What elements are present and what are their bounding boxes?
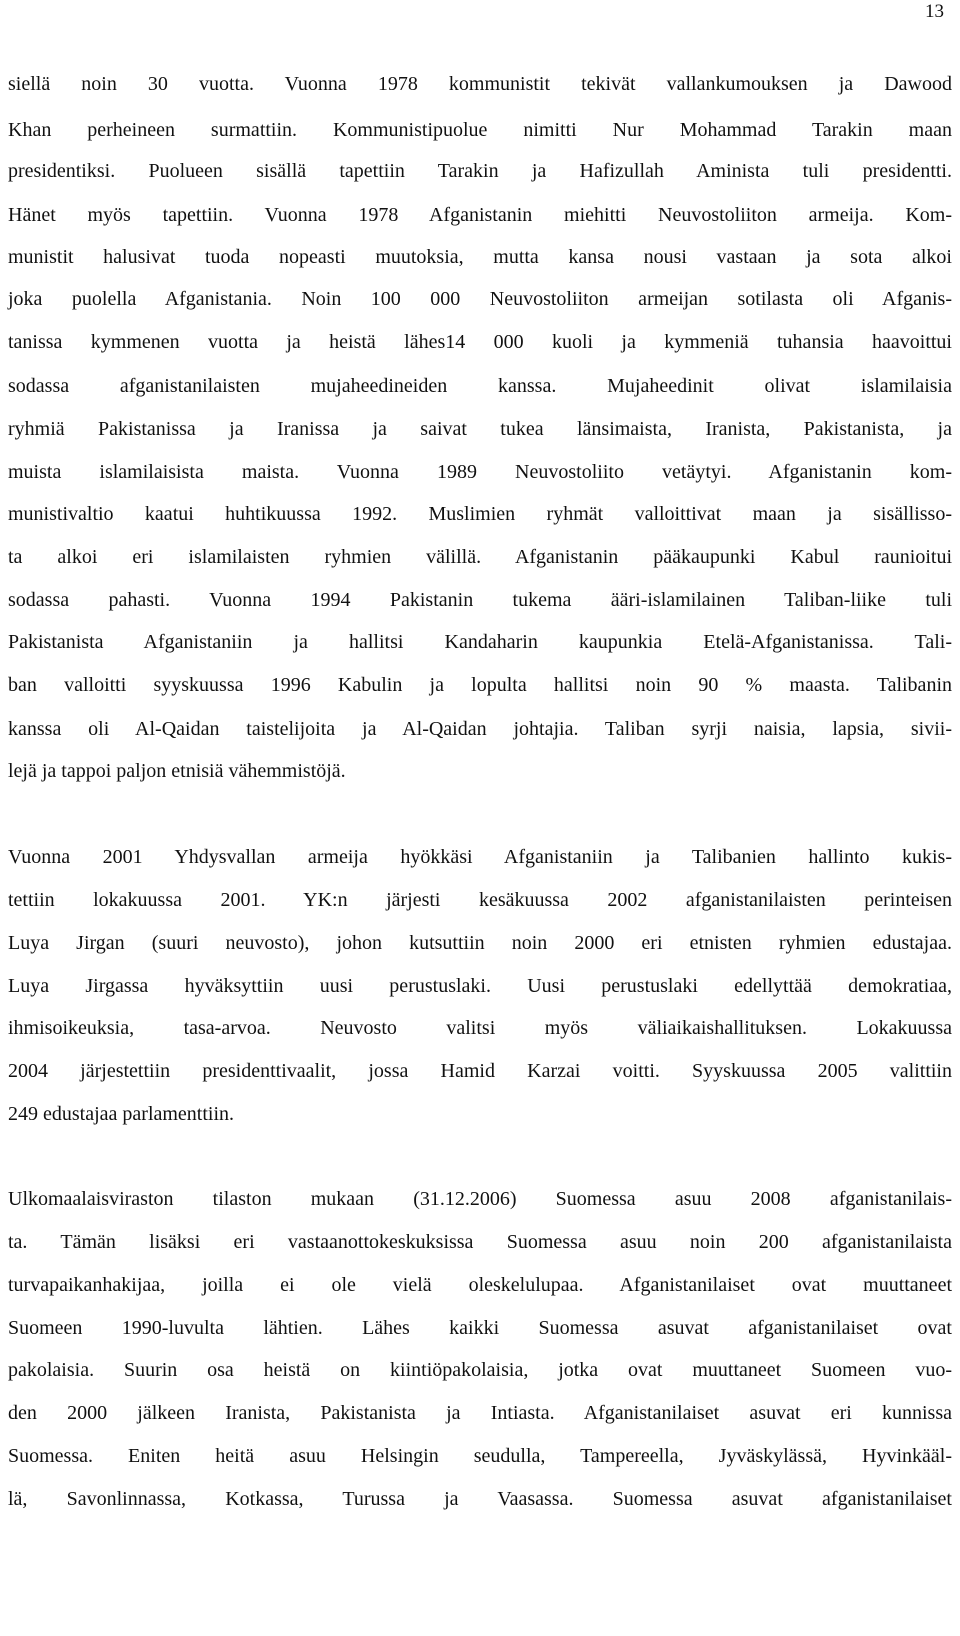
text-line: Vuonna 2001 Yhdysvallan armeija hyökkäsi Afganistaniin ja Talibanien hallinto kukis- (8, 846, 952, 868)
text-line: Luya Jirgan (suuri neuvosto), johon kutsuttiin noin 2000 eri etnisten ryhmien edustajaa. (8, 932, 952, 954)
text-line: presidentiksi. Puolueen sisällä tapettiin Tarakin ja Hafizullah Aminista tuli presidentti. (8, 160, 952, 182)
text-line: ban valloitti syyskuussa 1996 Kabulin ja lopulta hallitsi noin 90 % maasta. Talibanin (8, 674, 952, 696)
text-line: munistit halusivat tuoda nopeasti muutoksia, mutta kansa nousi vastaan ja sota alkoi (8, 246, 952, 268)
text-line: Khan perheineen surmattiin. Kommunistipuolue nimitti Nur Mohammad Tarakin maan (8, 119, 952, 141)
text-line: Pakistanista Afganistaniin ja hallitsi Kandaharin kaupunkia Etelä-Afganistanissa. Tali- (8, 631, 952, 653)
text-line: ta alkoi eri islamilaisten ryhmien välillä. Afganistanin pääkaupunki Kabul raunioitui (8, 546, 952, 568)
page-number: 13 (925, 1, 944, 22)
text-line: joka puolella Afganistania. Noin 100 000 Neuvostoliiton armeijan sotilasta oli Afganis- (8, 288, 952, 310)
text-line: siellä noin 30 vuotta. Vuonna 1978 kommunistit tekivät vallankumouksen ja Dawood (8, 73, 952, 95)
text-line: Ulkomaalaisviraston tilaston mukaan (31.12.2006) Suomessa asuu 2008 afganistanilais- (8, 1188, 952, 1210)
text-line: kanssa oli Al-Qaidan taistelijoita ja Al-Qaidan johtajia. Taliban syrji naisia, lapsia, sivii- (8, 718, 952, 740)
text-line: lejä ja tappoi paljon etnisiä vähemmistöjä. (8, 760, 346, 782)
text-line: lä, Savonlinnassa, Kotkassa, Turussa ja Vaasassa. Suomessa asuvat afganistanilaiset (8, 1488, 952, 1510)
text-line: sodassa afganistanilaisten mujaheedineiden kanssa. Mujaheedinit olivat islamilaisia (8, 375, 952, 397)
text-line: 2004 järjestettiin presidenttivaalit, jossa Hamid Karzai voitti. Syyskuussa 2005 valittiin (8, 1060, 952, 1082)
text-line: tettiin lokakuussa 2001. YK:n järjesti kesäkuussa 2002 afganistanilaisten perinteisen (8, 889, 952, 911)
text-line: Hänet myös tapettiin. Vuonna 1978 Afganistanin miehitti Neuvostoliiton armeija. Kom- (8, 204, 952, 226)
text-line: Luya Jirgassa hyväksyttiin uusi perustuslaki. Uusi perustuslaki edellyttää demokratiaa, (8, 975, 952, 997)
text-line: ihmisoikeuksia, tasa-arvoa. Neuvosto valitsi myös väliaikaishallituksen. Lokakuussa (8, 1017, 952, 1039)
text-line: turvapaikanhakijaa, joilla ei ole vielä oleskelulupaa. Afganistanilaiset ovat muuttaneet (8, 1274, 952, 1296)
text-line: 249 edustajaa parlamenttiin. (8, 1103, 235, 1125)
text-line: Suomessa. Eniten heitä asuu Helsingin seudulla, Tampereella, Jyväskylässä, Hyvinkääl- (8, 1445, 952, 1467)
text-line: munistivaltio kaatui huhtikuussa 1992. Muslimien ryhmät valloittivat maan ja sisällisso- (8, 503, 952, 525)
text-line: ta. Tämän lisäksi eri vastaanottokeskuksissa Suomessa asuu noin 200 afganistanilaista (8, 1231, 952, 1253)
text-line: sodassa pahasti. Vuonna 1994 Pakistanin tukema ääri-islamilainen Taliban-liike tuli (8, 589, 952, 611)
text-line: Suomeen 1990-luvulta lähtien. Lähes kaikki Suomessa asuvat afganistanilaiset ovat (8, 1317, 952, 1339)
text-line: ryhmiä Pakistanissa ja Iranissa ja saivat tukea länsimaista, Iranista, Pakistanista, ja (8, 418, 952, 440)
text-line: den 2000 jälkeen Iranista, Pakistanista ja Intiasta. Afganistanilaiset asuvat eri kunnissa (8, 1402, 952, 1424)
text-line: pakolaisia. Suurin osa heistä on kiintiöpakolaisia, jotka ovat muuttaneet Suomeen vuo- (8, 1359, 952, 1381)
text-line: tanissa kymmenen vuotta ja heistä lähes14 000 kuoli ja kymmeniä tuhansia haavoittui (8, 331, 952, 353)
text-line: muista islamilaisista maista. Vuonna 1989 Neuvostoliito vetäytyi. Afganistanin kom- (8, 461, 952, 483)
